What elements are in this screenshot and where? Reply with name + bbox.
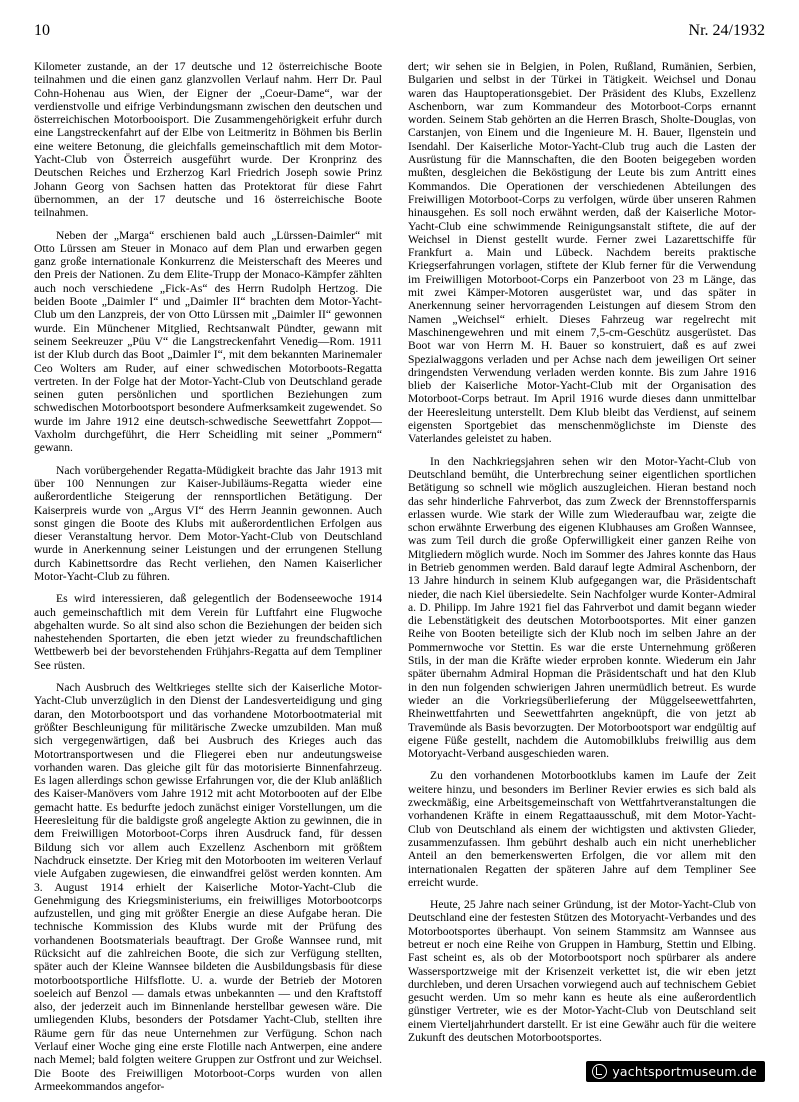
page-header	[34, 22, 765, 40]
page-number: 10	[34, 22, 50, 39]
left-column	[34, 60, 382, 1102]
paragraph: Es wird interessieren, daß gelegentlich der Bodenseewoche 1914 auch gemeinschaftlich mit dem Verein für Luftfahrt eine Flugwoche abgehalten wurde. So alt sind also schon die Beziehungen der beiden sich nahestehenden Sportarten, die eben jetzt wieder zu freundschaftlichen Wettbewerb bei der bevorstehenden Frühjahrs-Regatta auf dem Templiner See rüsten.	[34, 592, 382, 672]
watermark-label: yachtsportmuseum.de	[612, 1064, 757, 1079]
paragraph: Heute, 25 Jahre nach seiner Gründung, ist der Motor-Yacht-Club von Deutschland eine der festesten Stützen des Motoryacht-Verbandes und des Motorbootsportes überhaupt. Von seinem Stammsitz am Wannsee aus betreut er noch eine Reihe von Gruppen in Hamburg, Stettin und Elbing. Fast scheint es, als ob der Motorbootsport noch spürbarer als andere Wassersportzweige mit der Krisenzeit verkettet ist, die wir eben jetzt durchleben, und deren Ursachen vorwiegend auch auf technischem Gebiet gesucht werden. Um so mehr kann es heute als eine außerordentlich günstiger Vertreter, wie es der Motor-Yacht-Club von Deutschland seit einem Vierteljahrhundert darstellt. Er ist eine Gewähr auch für die weitere Zukunft des deutschen Motorbootsportes.	[408, 898, 756, 1045]
paragraph: Nach Ausbruch des Weltkrieges stellte sich der Kaiserliche Motor-Yacht-Club unverzüglich in den Dienst der Landesverteidigung und ging daran, den Motorbootsport und das vorhandene Motorbootmaterial mit größter Beschleunigung für militärische Zwecke umzubilden. Man muß sich vergegenwärtigen, daß bei Ausbruch des Krieges auch das Motortransportwesen und die Fliegerei eben nur andeutungsweise vorhanden waren. Das gleiche gilt für das motorisierte Binnenfahrzeug. Es lagen allerdings schon gewisse Erfahrungen vor, die der Klub anläßlich des Kaiser-Manövers vom Jahre 1912 mit acht Motorbooten auf der Elbe gemacht hatte. Es bedurfte jedoch zunächst einiger Vorstellungen, um die Heeresleitung für die baldigste groß angelegte Aktion zu gewinnen, die in dem Freiwilligen Motorboot-Corps ihren Ausdruck fand, für dessen Bildung sich vor allem auch Exzellenz Aschenborn mit größtem Nachdruck einsetzte. Der Krieg mit den Motorbooten im weiteren Verlauf viele Aufgaben zugewiesen, die einwandfrei gelöst werden konnten. Am 3. August 1914 erhielt der Kaiserliche Motor-Yacht-Club die Genehmigung des Kriegsministeriums, ein freiwilliges Motorbootcorps aufzustellen, und ging mit größter Energie an diese Aufgabe heran. Die technische Kommission des Klubs wurde mit der Prüfung des vorhandenen Bootsmaterials beauftragt. Der Große Wannsee rund, mit Rücksicht auf die zahlreichen Boote, die sich zur Verfügung stellten, später auch der Kleine Wannsee bildeten die Ausbildungsbasis für diese motorbootsportliche Hilfsflotte. U. a. wurde der Betrieb der Motoren soeleich auf Benzol — damals etwas unbekannten — und den Kraftstoff also, der jederzeit auch im Binnenlande herstellbar gewesen wäre. Die umliegenden Klubs, besonders der Potsdamer Yacht-Club, stellten ihre Räume gern für das neue Unternehmen zur Verfügung. Schon nach Verlauf einer Woche ging eine erste Flotille nach Antwerpen, eine andere nach Memel; bald folgten weitere Gruppen zur Ostfront und zur Weichsel. Die Boote des Freiwilligen Motorboot-Corps wurden von allen Armeekommandos angefor-	[34, 681, 382, 1093]
paragraph: dert; wir sehen sie in Belgien, in Polen, Rußland, Rumänien, Serbien, Bulgarien und selbst in der Türkei in Tätigkeit. Weichsel und Donau waren das Hauptoperationsgebiet. Der Präsident des Klubs, Exzellenz Aschenborn, war zum Kommandeur des Motorboot-Corps ernannt worden. Seinem Stab gehörten an die Herren Brasch, Sholte-Douglas, von Carstanjen, von Einem und die Ingenieure M. H. Bauer, Ilgenstein und Isendahl. Der Kaiserliche Motor-Yacht-Club trug auch die Lasten der Ausrüstung für die Mannschaften, die den Booten beigegeben worden mußten, desgleichen die Beköstigung der Leute bis zum Antritt eines Kommandos. Die Operationen der verschiedenen Abteilungen des Freiwilligen Motorboot-Corps zu verfolgen, würde über unseren Rahmen hinausgehen. Es soll noch erwähnt werden, daß der Kaiserliche Motor-Yacht-Club eine schwimmende Reinigungsanstalt stiftete, die auf der Weichsel in Dienst gestellt wurde. Ferner zwei Lazarettschiffe für Frankfurt a. Main und Lübeck. Nachdem bereits praktische Kriegserfahrungen vorlagen, stiftete der Klub ferner für die Verwendung im Freiwilligen Motorboot-Corps ein Panzerboot von 23 m Länge, das mit zwei Kämper-Motoren ausgerüstet war, und das später in Anerkennung seiner hervorragenden Leistungen auf diesem Strom den Namen „Weichsel“ erhielt. Dieses Fahrzeug war regelrecht mit Maschinengewehren und mit einem 7,5-cm-Geschütz ausgerüstet. Das Boot war von Herrn M. H. Bauer so konstruiert, daß es auf zwei Spezialwaggons verladen und per Achse nach dem jeweiligen Ort seiner dringendsten Verwendung verladen werden konnte. Bis zum Jahre 1916 blieb der Kaiserliche Motor-Yacht-Club mit der Organisation des Motorboot-Corps betraut. Im April 1916 wurde dieses dann unmittelbar der Heeresleitung unterstellt. Dem Klub bleibt das Verdienst, auf seinem eigensten Sportgebiet das menschenmöglichste im Dienste des Vaterlandes geleistet zu haben.	[408, 60, 756, 446]
camera-icon	[592, 1064, 607, 1079]
paragraph: Nach vorübergehender Regatta-Müdigkeit brachte das Jahr 1913 mit über 100 Nennungen zur Kaiser-Jubiläums-Regatta wieder eine außerordentliche Steigerung der rennsportlichen Betätigung. Der Kaiserpreis wurde von „Argus VI“ des Herrn Jeannin gewonnen. Auch sonst gingen die Boote des Klubs mit außerordentlichen Erfolgen aus dieser Veranstaltung hervor. Dem Motor-Yacht-Club von Deutschland wurde in Anerkennung seiner Leistungen und der errungenen Stellung durch Kabinettsordre das Recht verliehen, den Namen Kaiserlicher Motor-Yacht-Club zu führen.	[34, 463, 382, 583]
two-column-body	[34, 60, 765, 1102]
issue-number: Nr. 24/1932	[688, 22, 765, 39]
paragraph: Zu den vorhandenen Motorbootklubs kamen im Laufe der Zeit weitere hinzu, und besonders im Berliner Revier erwies es sich bald als zweckmäßig, eine Arbeitsgemeinschaft von Wettfahrtveranstaltungen die vorhandenen Kräfte in einem Regattaausschuß, mit dem Motor-Yacht-Club von Deutschland als einem der wichtigsten und aktivsten Glieder, zusammenzufassen. Ihm gebührt deshalb auch ein nicht unerheblicher Anteil an den bemerkenswerten Erfolgen, die vor allem mit den internationalen Regatten der späteren Jahre auf dem Templiner See erreicht wurde.	[408, 769, 756, 889]
paragraph: In den Nachkriegsjahren sehen wir den Motor-Yacht-Club von Deutschland bemüht, die Unterbrechung seiner eigentlichen sportlichen Betätigung so schnell wie möglich auszugleichen. Hieran bestand noch das sehr hinderliche Fahrverbot, das zum Zweck der Brennstoffersparnis erlassen wurde. Wie stark der Wille zum Wiederaufbau war, zeigte die schon erwähnte Erwerbung des eigenen Klubhauses am Großen Wannsee, was zum Teil durch die große Opferwilligkeit einer ganzen Reihe von Mitgliedern möglich wurde. Noch im Sommer des Jahres konnte das Haus in Betrieb genommen werden. Bald darauf legte Admiral Aschenborn, der 13 Jahre hindurch in seinem Klub aufgegangen war, die Präsidentschaft nieder, die nach Kiel übersiedelte. Sein Nachfolger wurde Konter-Admiral a. D. Philipp. Im Jahre 1921 fiel das Fahrverbot und damit begann wieder die Lebenstätigkeit des deutschen Motorbootsportes. Mit einer ganzen Reihe von Booten beteiligte sich der Klub noch im selben Jahre an der Pommernwoche vor Stettin. Es war die erste Unternehmung größeren Stils, in der man die Kräfte wieder erproben konnte. Wiederum ein Jahr später übernahm Admiral Hopman die Präsidentschaft und hat den Klub in den nun folgenden schwierigen Jahren unermüdlich betreut. Es wurde wieder an die Vorkriegsüberlieferung der Müggelseewettfahrten, Rheinwettfahrten und Seewettfahrten angeknüpft, die von jetzt ab Travemünde als Basis bevorzugten. Der Motorbootsport war endgültig auf eigene Füße gestellt, nachdem die Automobilklubs freiwillig aus dem Motoryacht-Verband ausgeschieden waren.	[408, 454, 756, 761]
paragraph: Kilometer zustande, an der 17 deutsche und 12 österreichische Boote teilnahmen und die einen ganz glanzvollen Verlauf nahm. Herr Dr. Paul Cohn-Hohenau aus Wien, der Eigner der „Coeur-Dame“, war der verdienstvolle und eifrige Verbindungsmann zwischen den deutschen und österreichischen Motorbooisport. Die Zusammengehörigkeit erfuhr durch eine Langstreckenfahrt auf der Elbe von Leitmeritz in Böhmen bis Berlin eine weitere Betonung, die gleichfalls gemeinschaftlich mit dem Motor-Yacht-Club von Österreich ausgeführt wurde. Der Kronprinz des Deutschen Reiches und Erzherzog Karl Friedrich Joseph sowie Prinz Johann Georg von Sachsen hatten das Protektorat für diese Fahrt übernommen, an der 17 deutsche und 16 österreichische Boote teilnahmen.	[34, 60, 382, 220]
right-column	[408, 60, 756, 1053]
paragraph: Neben der „Marga“ erschienen bald auch „Lürssen-Daimler“ mit Otto Lürssen am Steuer in Monaco auf dem Plan und erwarben gegen ganz große internationale Konkurrenz die Meisterschaft des Meeres und den Preis der Nationen. Zu dem Elite-Trupp der Monaco-Kämpfer zählten auch noch verschiedene „Fick-As“ des Herrn Rudolph Hertzog. Die beiden Boote „Daimler I“ und „Daimler II“ brachten dem Motor-Yacht-Club um den Lanzpreis, der von Otto Lürssen mit „Daimler II“ gewonnen wurde. Ein Münchener Mitglied, Rechtsanwalt Pündter, gewann mit seinem Seekreuzer „Püu V“ die Langstreckenfahrt Venedig—Rom. 1911 ist der Klub durch das Boot „Daimler I“, mit dem bekannten Marinemaler Ceo Wolters am Ruder, auf einer schwedischen Motorboots-Regatta vertreten. In der Folge hat der Motor-Yacht-Club von Deutschland gerade seinen guten persönlichen und sportlichen Beziehungen zum schwedischen Motorbootsport besondere Aufmerksamkeit zugewendet. So wurde im Jahre 1912 eine deutsch-schwedische Seewettfahrt Zoppot—Vaxholm durchgeführt, die Herr Scheidling mit seiner „Pommern“ gewann.	[34, 228, 382, 455]
watermark-badge	[586, 1061, 765, 1082]
